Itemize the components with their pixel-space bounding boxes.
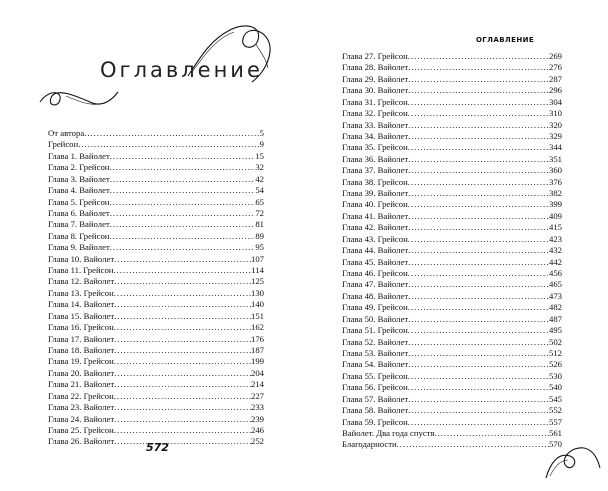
- toc-entry-label: Глава 20. Вайолет: [48, 367, 115, 378]
- toc-leader-dots: [110, 174, 256, 185]
- toc-entry-label: Глава 2. Грейсон: [48, 162, 110, 173]
- toc-entry-page: 54: [255, 185, 264, 196]
- toc-entry-page: 473: [548, 290, 562, 301]
- toc-leader-dots: [408, 314, 549, 325]
- toc-entry-page: 329: [548, 130, 562, 141]
- toc-entry: [48, 174, 264, 185]
- toc-entry-label: Глава 3. Вайолет: [48, 173, 110, 184]
- toc-entry-page: 89: [255, 230, 264, 241]
- toc-leader-dots: [408, 382, 549, 393]
- toc-entry: [48, 414, 264, 425]
- toc-entry: [342, 428, 562, 439]
- toc-entry-page: 125: [250, 276, 264, 287]
- toc-leader-dots: [408, 348, 549, 359]
- toc-entry-page: 130: [250, 287, 264, 298]
- toc-entry-page: 487: [548, 313, 562, 324]
- toc-entry-page: 296: [548, 85, 562, 96]
- toc-entry: [342, 142, 562, 153]
- toc-entry: [342, 417, 562, 428]
- toc-entry-page: 65: [255, 196, 264, 207]
- toc-entry: [342, 120, 562, 131]
- toc-entry: [48, 265, 264, 276]
- toc-entry-page: 276: [548, 62, 562, 73]
- toc-entry: [342, 85, 562, 96]
- toc-entry-label: Глава 44. Вайолет: [342, 245, 409, 256]
- toc-entry: [48, 368, 264, 379]
- toc-leader-dots: [110, 151, 256, 162]
- toc-leader-dots: [408, 120, 549, 131]
- toc-leader-dots: [408, 417, 549, 428]
- toc-leader-dots: [114, 425, 251, 436]
- toc-entry: [342, 302, 562, 313]
- toc-list-left: [48, 128, 264, 448]
- toc-entry-page: 376: [548, 176, 562, 187]
- toc-entry-page: 269: [548, 51, 562, 61]
- toc-leader-dots: [408, 51, 549, 62]
- toc-entry-label: Глава 17. Вайолет: [48, 333, 115, 344]
- toc-entry-page: 561: [548, 427, 562, 438]
- toc-entry-label: Глава 57. Вайолет: [342, 393, 409, 404]
- toc-entry: [342, 291, 562, 302]
- toc-entry-page: 114: [251, 265, 264, 276]
- toc-leader-dots: [114, 414, 251, 425]
- toc-entry-label: Благодарности: [342, 439, 397, 450]
- toc-leader-dots: [114, 322, 251, 333]
- toc-entry: [342, 348, 562, 359]
- toc-entry-label: Глава 27. Грейсон: [342, 51, 408, 61]
- toc-entry-page: 246: [250, 424, 264, 435]
- toc-entry-label: Глава 51. Грейсон: [342, 325, 408, 336]
- toc-entry-label: Глава 43. Грейсон: [342, 233, 408, 244]
- toc-entry: [48, 162, 264, 173]
- toc-entry: [48, 356, 264, 367]
- toc-leader-dots: [408, 325, 549, 336]
- toc-entry-page: 233: [250, 402, 264, 413]
- toc-entry-page: 382: [548, 188, 562, 199]
- toc-leader-dots: [408, 302, 549, 313]
- right-page: [304, 0, 608, 491]
- toc-entry: [48, 139, 264, 150]
- toc-entry-page: 530: [548, 370, 562, 381]
- toc-entry-label: Глава 18. Вайолет: [48, 345, 115, 356]
- toc-entry-page: 512: [548, 347, 562, 358]
- toc-entry-label: Глава 4. Вайолет: [48, 185, 110, 196]
- toc-entry-label: Глава 22. Грейсон: [48, 390, 114, 401]
- toc-entry-label: Глава 9. Вайолет: [48, 242, 110, 253]
- toc-entry: [342, 234, 562, 245]
- toc-entry-page: 81: [255, 219, 264, 230]
- toc-entry-page: 214: [250, 379, 264, 390]
- toc-leader-dots: [408, 371, 549, 382]
- toc-entry: [48, 334, 264, 345]
- page-title: Оглавление: [100, 58, 263, 82]
- toc-entry-label: Глава 53. Вайолет: [342, 347, 409, 358]
- toc-entry: [342, 314, 562, 325]
- toc-entry-label: Вайолет. Два года спустя: [342, 427, 435, 438]
- toc-entry-label: Глава 19. Грейсон: [48, 356, 114, 367]
- toc-entry: [48, 197, 264, 208]
- toc-leader-dots: [408, 177, 549, 188]
- toc-leader-dots: [113, 265, 251, 276]
- toc-entry-label: Глава 54. Вайолет: [342, 359, 409, 370]
- toc-entry: [342, 257, 562, 268]
- toc-entry-page: 360: [548, 165, 562, 176]
- toc-entry-label: Глава 40. Грейсон: [342, 199, 408, 210]
- toc-entry-label: Глава 8. Грейсон: [48, 230, 110, 241]
- toc-leader-dots: [78, 139, 259, 150]
- toc-entry-page: 540: [548, 382, 562, 393]
- toc-entry-label: Глава 16. Грейсон: [48, 322, 114, 333]
- toc-entry: [342, 188, 562, 199]
- toc-entry-page: 552: [548, 405, 562, 416]
- toc-entry-label: Глава 28. Вайолет: [342, 62, 409, 73]
- toc-entry-label: Глава 13. Грейсон: [48, 287, 114, 298]
- toc-entry: [342, 165, 562, 176]
- toc-entry-label: Глава 58. Вайолет: [342, 405, 409, 416]
- toc-entry-page: 204: [250, 367, 264, 378]
- toc-entry-page: 239: [250, 413, 264, 424]
- toc-entry-label: Глава 25. Грейсон: [48, 424, 114, 435]
- toc-entry-label: Глава 23. Вайолет: [48, 402, 115, 413]
- toc-leader-dots: [110, 185, 256, 196]
- ribbon-ornament-bottom: [540, 438, 604, 484]
- toc-leader-dots: [114, 254, 251, 265]
- toc-entry-label: Глава 46. Грейсон: [342, 268, 408, 279]
- toc-leader-dots: [114, 334, 251, 345]
- toc-leader-dots: [114, 368, 251, 379]
- toc-entry: [342, 177, 562, 188]
- toc-entry-label: Глава 52. Вайолет: [342, 336, 409, 347]
- toc-entry: [342, 359, 562, 370]
- toc-entry: [48, 219, 264, 230]
- toc-entry-page: 227: [250, 390, 264, 401]
- toc-entry: [342, 108, 562, 119]
- toc-leader-dots: [110, 208, 256, 219]
- toc-leader-dots: [408, 85, 549, 96]
- toc-entry: [342, 62, 562, 73]
- toc-leader-dots: [408, 142, 549, 153]
- toc-leader-dots: [408, 199, 549, 210]
- toc-entry: [342, 245, 562, 256]
- toc-entry-label: Глава 35. Грейсон: [342, 142, 408, 153]
- toc-entry: [48, 254, 264, 265]
- toc-entry-label: Глава 34. Вайолет: [342, 130, 409, 141]
- toc-entry-label: Глава 1. Вайолет: [48, 150, 110, 161]
- toc-entry-label: Глава 32. Грейсон: [342, 108, 408, 119]
- toc-leader-dots: [408, 268, 549, 279]
- toc-entry: [342, 371, 562, 382]
- toc-entry: [48, 276, 264, 287]
- toc-entry-page: 442: [548, 256, 562, 267]
- toc-leader-dots: [408, 211, 549, 222]
- toc-entry-page: 415: [548, 222, 562, 233]
- toc-entry-page: 482: [548, 302, 562, 313]
- toc-entry-label: Глава 49. Грейсон: [342, 302, 408, 313]
- toc-entry: [48, 345, 264, 356]
- toc-entry: [48, 379, 264, 390]
- toc-leader-dots: [408, 165, 549, 176]
- toc-entry: [48, 402, 264, 413]
- ribbon-ornament-left: [36, 82, 120, 114]
- toc-leader-dots: [408, 131, 549, 142]
- toc-leader-dots: [408, 279, 549, 290]
- toc-entry-page: 399: [548, 199, 562, 210]
- toc-entry-label: Глава 30. Вайолет: [342, 85, 409, 96]
- toc-leader-dots: [397, 439, 549, 450]
- toc-leader-dots: [114, 391, 251, 402]
- toc-entry: [342, 97, 562, 108]
- toc-entry-page: 320: [548, 119, 562, 130]
- toc-leader-dots: [114, 311, 251, 322]
- toc-leader-dots: [408, 245, 549, 256]
- toc-entry: [48, 242, 264, 253]
- toc-entry-label: Глава 15. Вайолет: [48, 310, 115, 321]
- toc-entry: [342, 439, 562, 450]
- toc-entry-label: Глава 42. Вайолет: [342, 222, 409, 233]
- toc-leader-dots: [408, 234, 549, 245]
- toc-entry-page: 107: [250, 253, 264, 264]
- toc-entry-page: 151: [250, 310, 264, 321]
- toc-leader-dots: [408, 74, 549, 85]
- toc-entry: [48, 391, 264, 402]
- toc-entry-page: 187: [250, 345, 264, 356]
- toc-entry-label: Глава 41. Вайолет: [342, 210, 409, 221]
- toc-entry: [342, 51, 562, 62]
- toc-entry: [342, 337, 562, 348]
- toc-leader-dots: [110, 219, 256, 230]
- toc-entry: [342, 199, 562, 210]
- toc-entry-label: Глава 36. Вайолет: [342, 153, 409, 164]
- toc-entry-label: Глава 10. Вайолет: [48, 253, 115, 264]
- toc-entry-label: Глава 48. Вайолет: [342, 290, 409, 301]
- toc-entry-label: Глава 26. Вайолет: [48, 436, 115, 447]
- page-number: 572: [146, 441, 169, 454]
- toc-entry-page: 95: [255, 242, 264, 253]
- toc-entry: [48, 322, 264, 333]
- toc-entry-page: 252: [250, 436, 264, 447]
- toc-entry: [342, 222, 562, 233]
- toc-leader-dots: [408, 337, 549, 348]
- toc-entry-label: Глава 11. Грейсон: [48, 265, 114, 276]
- toc-entry-label: Глава 38. Грейсон: [342, 176, 408, 187]
- toc-entry-page: 9: [259, 139, 264, 150]
- toc-entry-label: Глава 59. Грейсон: [342, 416, 408, 427]
- toc-entry-label: Глава 21. Вайолет: [48, 379, 115, 390]
- toc-entry-label: Глава 12. Вайолет: [48, 276, 115, 287]
- toc-entry-page: 32: [255, 162, 264, 173]
- toc-entry-label: Глава 50. Вайолет: [342, 313, 409, 324]
- toc-entry-page: 310: [548, 108, 562, 119]
- toc-leader-dots: [408, 394, 549, 405]
- toc-entry-label: Глава 7. Вайолет: [48, 219, 110, 230]
- toc-entry: [48, 299, 264, 310]
- toc-leader-dots: [109, 231, 255, 242]
- toc-entry-label: Глава 31. Грейсон: [342, 96, 408, 107]
- toc-entry-page: 5: [259, 128, 264, 138]
- toc-leader-dots: [408, 222, 549, 233]
- toc-leader-dots: [408, 291, 549, 302]
- toc-entry-label: От автора: [48, 128, 85, 138]
- toc-entry: [342, 279, 562, 290]
- toc-entry-label: Грейсон: [48, 139, 79, 150]
- toc-entry: [48, 151, 264, 162]
- toc-entry: [48, 185, 264, 196]
- toc-entry-label: Глава 55. Грейсон: [342, 370, 408, 381]
- toc-leader-dots: [408, 154, 549, 165]
- toc-entry-label: Глава 33. Вайолет: [342, 119, 409, 130]
- toc-entry: [48, 311, 264, 322]
- toc-entry-page: 570: [548, 439, 562, 450]
- toc-leader-dots: [114, 288, 251, 299]
- running-header: ОГЛАВЛЕНИЕ: [475, 36, 535, 44]
- toc-entry: [342, 394, 562, 405]
- toc-entry-label: Глава 29. Вайолет: [342, 73, 409, 84]
- toc-entry-page: 526: [548, 359, 562, 370]
- toc-entry: [48, 231, 264, 242]
- toc-leader-dots: [84, 128, 259, 139]
- toc-entry-page: 432: [548, 245, 562, 256]
- toc-entry: [342, 325, 562, 336]
- toc-leader-dots: [114, 299, 251, 310]
- toc-entry: [48, 128, 264, 139]
- toc-entry: [48, 288, 264, 299]
- toc-entry-page: 42: [255, 173, 264, 184]
- toc-leader-dots: [408, 97, 549, 108]
- toc-leader-dots: [114, 276, 251, 287]
- toc-entry-page: 176: [250, 333, 264, 344]
- toc-entry-label: Глава 45. Вайолет: [342, 256, 409, 267]
- toc-leader-dots: [114, 436, 251, 447]
- toc-entry: [48, 425, 264, 436]
- toc-entry-page: 344: [548, 142, 562, 153]
- toc-entry-label: Глава 39. Вайолет: [342, 188, 409, 199]
- toc-entry-page: 72: [255, 207, 264, 218]
- toc-entry-label: Глава 37. Вайолет: [342, 165, 409, 176]
- toc-entry: [342, 131, 562, 142]
- toc-leader-dots: [408, 257, 549, 268]
- toc-leader-dots: [114, 379, 251, 390]
- toc-entry-label: Глава 6. Вайолет: [48, 207, 110, 218]
- toc-entry-label: Глава 56. Грейсон: [342, 382, 408, 393]
- toc-leader-dots: [434, 428, 549, 439]
- toc-entry-page: 287: [548, 73, 562, 84]
- toc-entry-label: Глава 5. Грейсон: [48, 196, 110, 207]
- toc-leader-dots: [114, 345, 251, 356]
- toc-leader-dots: [408, 108, 549, 119]
- toc-entry-page: 557: [548, 416, 562, 427]
- toc-entry-page: 162: [250, 322, 264, 333]
- toc-leader-dots: [114, 402, 251, 413]
- toc-leader-dots: [408, 62, 549, 73]
- toc-entry-page: 304: [548, 96, 562, 107]
- toc-entry-page: 456: [548, 268, 562, 279]
- toc-entry-page: 409: [548, 210, 562, 221]
- toc-entry-page: 140: [250, 299, 264, 310]
- toc-leader-dots: [408, 405, 549, 416]
- toc-entry: [342, 74, 562, 85]
- toc-entry: [342, 268, 562, 279]
- toc-entry: [342, 211, 562, 222]
- toc-leader-dots: [408, 359, 549, 370]
- toc-leader-dots: [109, 162, 255, 173]
- toc-entry-page: 465: [548, 279, 562, 290]
- toc-entry-label: Глава 24. Вайолет: [48, 413, 115, 424]
- toc-entry-page: 545: [548, 393, 562, 404]
- toc-entry-page: 199: [250, 356, 264, 367]
- toc-entry: [342, 382, 562, 393]
- toc-leader-dots: [114, 356, 251, 367]
- toc-entry-page: 423: [548, 233, 562, 244]
- toc-entry: [342, 405, 562, 416]
- toc-entry: [342, 154, 562, 165]
- toc-entry: [48, 208, 264, 219]
- toc-entry-page: 351: [548, 153, 562, 164]
- toc-entry-page: 15: [255, 150, 264, 161]
- toc-entry-page: 495: [548, 325, 562, 336]
- toc-leader-dots: [109, 197, 255, 208]
- toc-entry-label: Глава 47. Вайолет: [342, 279, 409, 290]
- toc-entry-label: Глава 14. Вайолет: [48, 299, 115, 310]
- toc-entry-page: 502: [548, 336, 562, 347]
- toc-leader-dots: [110, 242, 256, 253]
- toc-list-right: [342, 51, 562, 451]
- toc-leader-dots: [408, 188, 549, 199]
